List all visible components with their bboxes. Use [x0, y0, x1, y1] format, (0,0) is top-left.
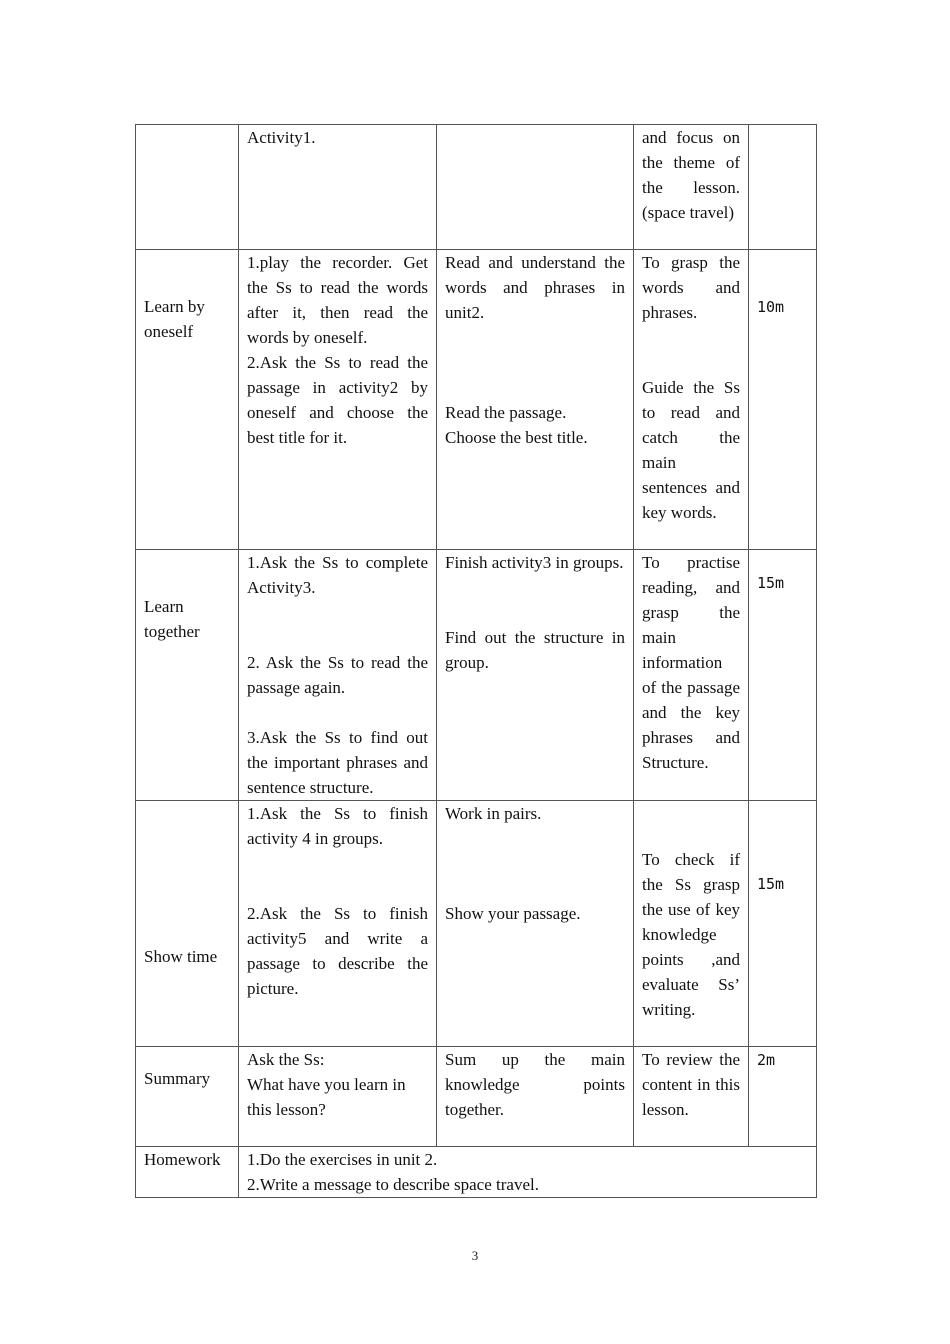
purpose-text: To check if the Ss grasp the use of key knowledge points ,and evaluate Ss’ writing. [642, 850, 740, 1019]
teacher-activity-cell [239, 250, 437, 550]
time-cell [749, 801, 817, 1047]
teacher-activity-text: 1.Ask the Ss to finish activity 4 in groups. [247, 804, 428, 848]
purpose-text: Guide the Ss to read and catch the main sentences and key words. [642, 378, 740, 522]
homework-cell [239, 1147, 817, 1198]
stage-label: Show time [144, 947, 218, 966]
purpose-cell [634, 125, 749, 250]
time-value: 15m [757, 574, 785, 592]
student-activity-text: Choose the best title. [445, 428, 588, 447]
table-row-learn-together [136, 550, 817, 801]
teacher-activity-text: 1.Ask the Ss to complete Activity3. [247, 553, 428, 597]
teacher-activity-text: What have you learn in this lesson? [247, 1075, 406, 1119]
teacher-activity-text: Ask the Ss: [247, 1050, 325, 1069]
purpose-text: To grasp the words and phrases. [642, 253, 740, 322]
time-cell [749, 250, 817, 550]
stage-cell [136, 250, 239, 550]
stage-label: Learn together [144, 597, 200, 641]
time-cell [749, 1047, 817, 1147]
stage-label: Homework [144, 1150, 221, 1169]
student-activity-text: Finish activity3 in groups. [445, 553, 624, 572]
teacher-activity-cell [239, 550, 437, 801]
teacher-activity-text: 1.play the recorder. Get the Ss to read the words after it, then read the words by oneself. [247, 253, 428, 347]
student-activity-cell [437, 550, 634, 801]
student-activity-cell [437, 250, 634, 550]
teacher-activity-cell [239, 1047, 437, 1147]
time-value: 10m [757, 298, 785, 316]
stage-cell [136, 550, 239, 801]
lesson-plan-table [135, 124, 817, 1198]
student-activity-text: Sum up the main knowledge points together. [445, 1050, 625, 1119]
table-row-show-time [136, 801, 817, 1047]
stage-cell [136, 1147, 239, 1198]
homework-item: 2.Write a message to describe space travel. [247, 1175, 539, 1194]
purpose-cell [634, 801, 749, 1047]
table-row-homework [136, 1147, 817, 1198]
student-activity-text: Read the passage. [445, 403, 567, 422]
teacher-activity-cell [239, 801, 437, 1047]
student-activity-text: Read and understand the words and phrases in unit2. [445, 253, 625, 322]
teacher-activity-text: 3.Ask the Ss to find out the important phrases and sentence structure. [247, 728, 428, 797]
student-activity-cell [437, 1047, 634, 1147]
stage-cell [136, 801, 239, 1047]
purpose-cell [634, 250, 749, 550]
time-value: 2m [757, 1051, 776, 1069]
stage-label: Summary [144, 1069, 211, 1088]
homework-item: 1.Do the exercises in unit 2. [247, 1150, 438, 1169]
page-number: 3 [471, 1248, 479, 1263]
stage-label: Learn by oneself [144, 297, 205, 341]
purpose-cell [634, 550, 749, 801]
student-activity-cell [437, 801, 634, 1047]
time-cell [749, 550, 817, 801]
student-activity-text: Find out the structure in group. [445, 628, 625, 672]
time-value: 15m [757, 875, 785, 893]
teacher-activity-text: 2. Ask the Ss to read the passage again. [247, 653, 428, 697]
purpose-cell [634, 1047, 749, 1147]
purpose-text: To review the content in this lesson. [642, 1050, 740, 1119]
student-activity-text: Show your passage. [445, 904, 581, 923]
teacher-activity-text: 2.Ask the Ss to read the passage in activity2 by oneself and choose the best title for it. [247, 353, 428, 447]
teacher-activity-text: 2.Ask the Ss to finish activity5 and write a passage to describe the picture. [247, 904, 428, 998]
table-row-learn-by-oneself [136, 250, 817, 550]
table-row-summary [136, 1047, 817, 1147]
student-activity-cell [437, 125, 634, 250]
stage-cell [136, 125, 239, 250]
teacher-activity-cell [239, 125, 437, 250]
purpose-text: and focus on the theme of the lesson.(space travel) [642, 128, 740, 222]
time-cell [749, 125, 817, 250]
student-activity-text: Work in pairs. [445, 804, 542, 823]
table-row-continued [136, 125, 817, 250]
purpose-text: To practise reading, and grasp the main information of the passage and the key phrases and Structure. [642, 553, 740, 772]
stage-cell [136, 1047, 239, 1147]
teacher-activity-text: Activity1. [247, 128, 316, 147]
